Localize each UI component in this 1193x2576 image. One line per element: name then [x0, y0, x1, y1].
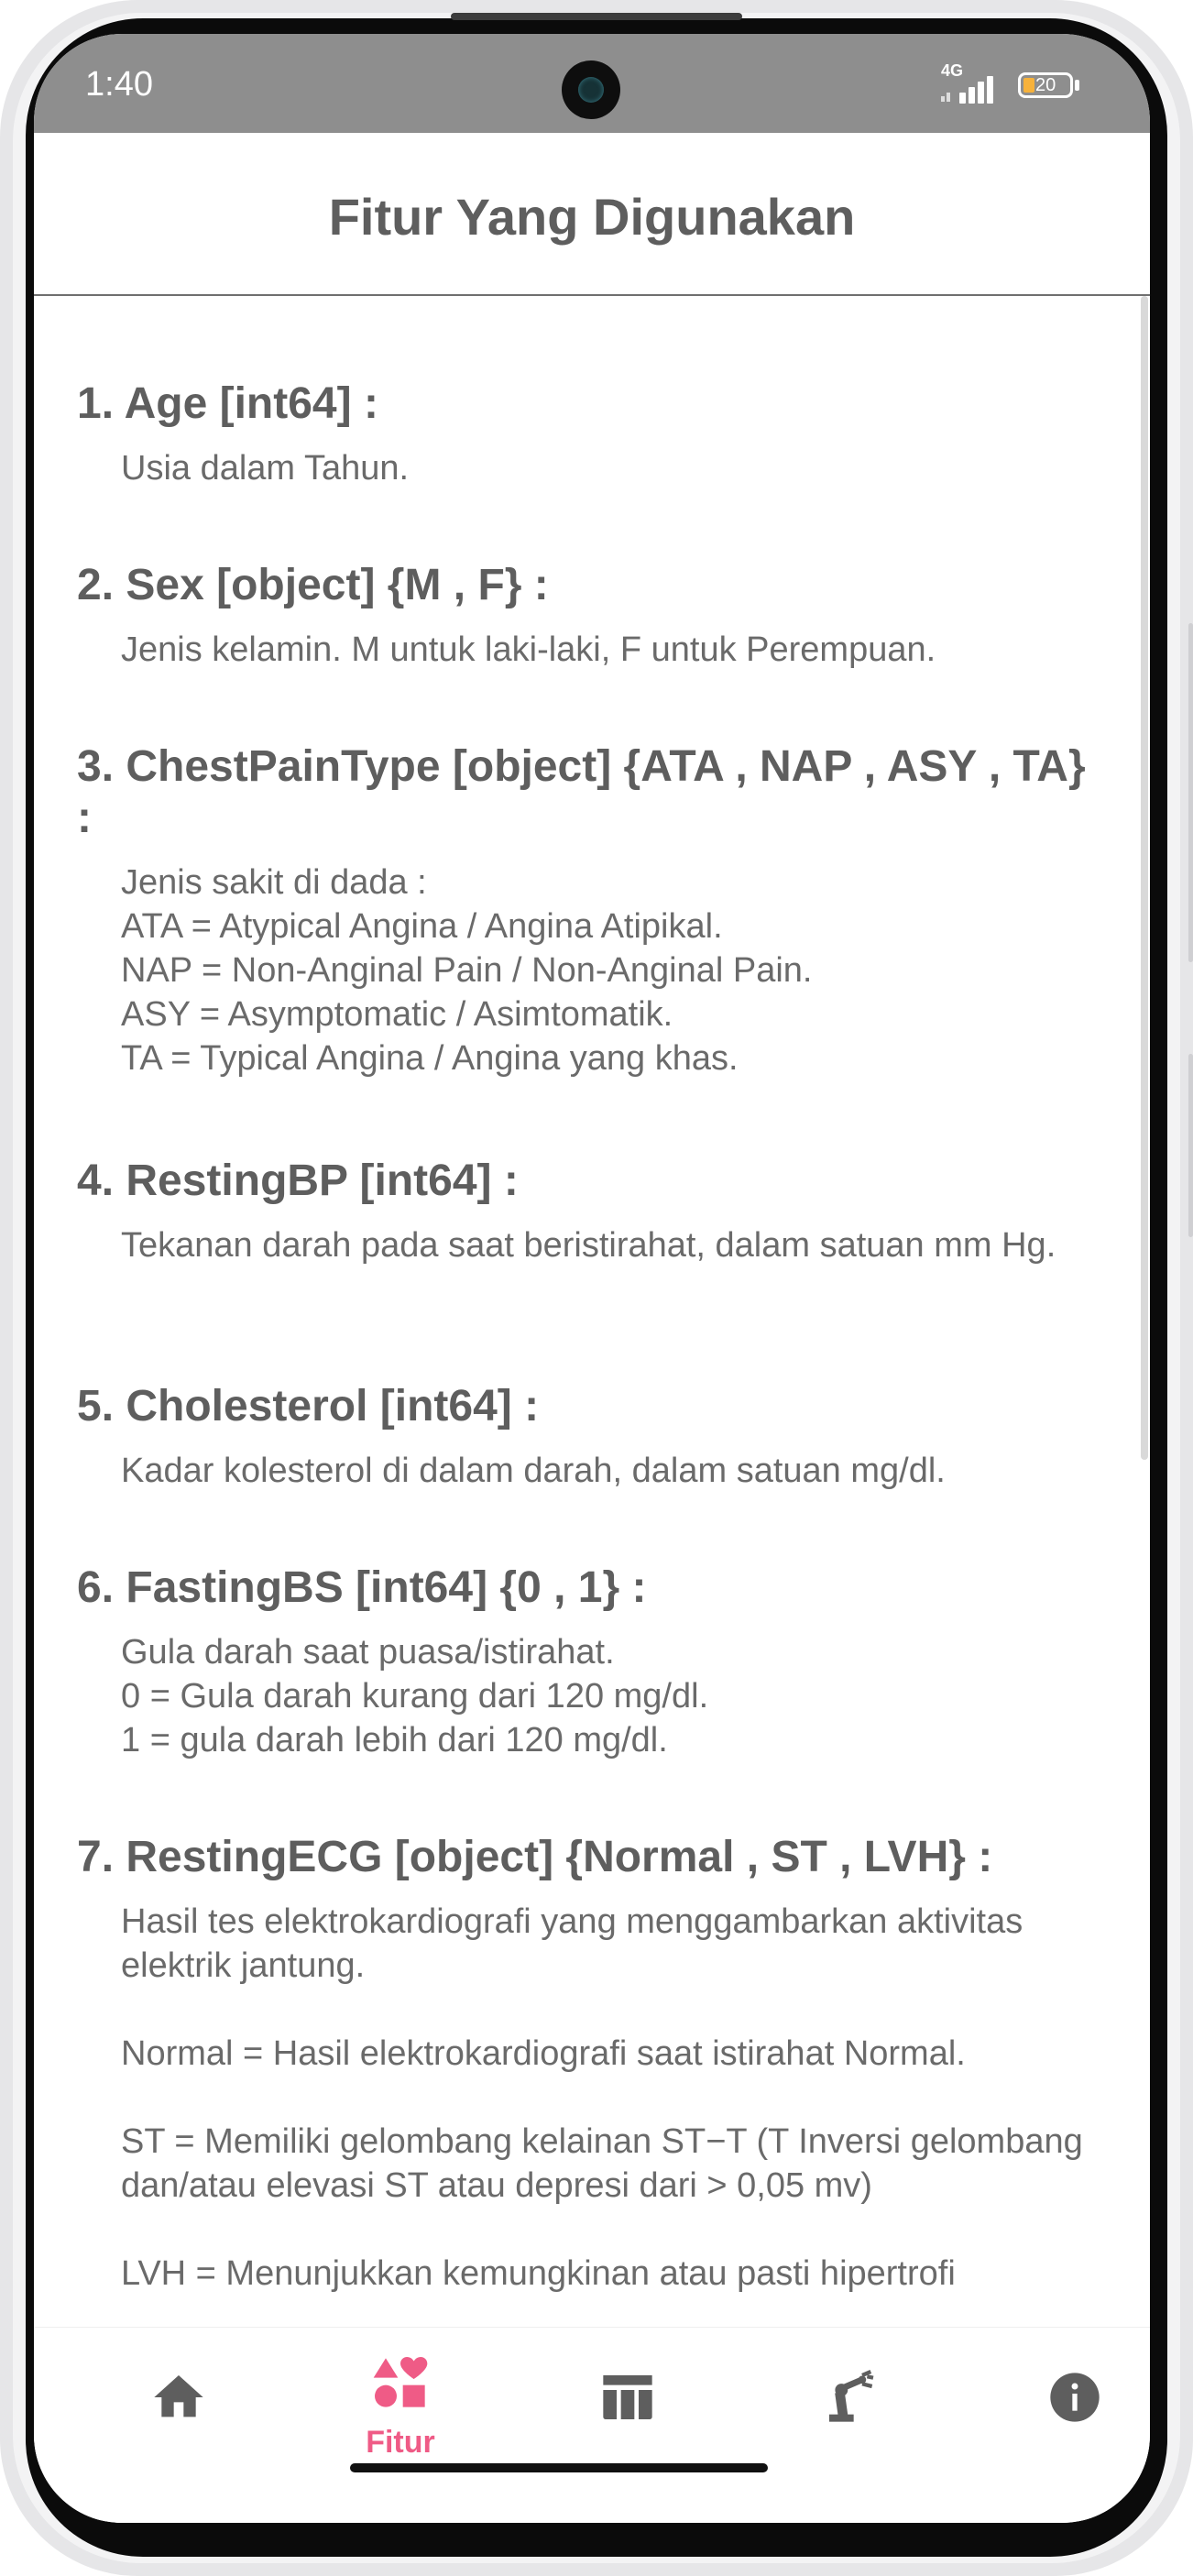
feature-title: 6. FastingBS [int64] {0 , 1} :	[77, 1563, 647, 1612]
feature-title: 5. Cholesterol [int64] :	[77, 1382, 540, 1431]
description-line: ASY = Asymptomatic / Asimtomatik.	[121, 995, 673, 1034]
description-line: Gula darah saat puasa/istirahat.	[121, 1633, 615, 1672]
signal-icon	[939, 72, 1003, 105]
feature-title: 1. Age [int64] :	[77, 379, 378, 428]
description-line: TA = Typical Angina / Angina yang khas.	[121, 1039, 739, 1078]
robot-arm-icon	[822, 2368, 881, 2427]
description-line: Jenis kelamin. M untuk laki-laki, F untuk Perempuan.	[121, 630, 936, 669]
feature-description	[77, 446, 1103, 490]
description-line: Kadar kolesterol di dalam darah, dalam satuan mg/dl.	[121, 1452, 946, 1490]
info-icon	[1045, 2368, 1104, 2427]
feature-item-restingbp	[77, 1156, 1103, 1267]
home-indicator[interactable]	[350, 2463, 768, 2472]
description-line: Usia dalam Tahun.	[121, 449, 410, 488]
description-line: 0 = Gula darah kurang dari 120 mg/dl.	[121, 1677, 709, 1716]
battery-icon	[1018, 72, 1073, 98]
screen	[34, 34, 1150, 2523]
description-line: NAP = Non-Anginal Pain / Non-Anginal Pain.	[121, 951, 813, 990]
feature-title: 2. Sex [object] {M , F} :	[77, 561, 549, 609]
feature-title: 3. ChestPainType [object] {ATA , NAP , ASY , TA} :	[77, 742, 1086, 842]
feature-item-cholesterol	[77, 1381, 1103, 1493]
app-header	[34, 133, 1150, 296]
nav-info[interactable]	[1001, 2328, 1148, 2465]
battery-level: 20	[1035, 75, 1056, 95]
feature-title: 7. RestingECG [object] {Normal , ST , LVH} :	[77, 1833, 993, 1881]
nav-fitur[interactable]	[327, 2328, 474, 2465]
feature-description	[77, 860, 1103, 1080]
feature-description	[77, 1900, 1103, 2296]
nav-home[interactable]	[105, 2328, 252, 2465]
shapes-icon	[371, 2353, 430, 2412]
scrollbar[interactable]	[1141, 296, 1148, 1460]
network-type: 4G	[941, 61, 964, 80]
description-line: Jenis sakit di dada :	[121, 863, 427, 902]
feature-item-age	[77, 378, 1103, 490]
feature-list[interactable]	[34, 296, 1150, 2327]
feature-description	[77, 628, 1103, 672]
home-icon	[149, 2368, 208, 2427]
description-line: ST = Memiliki gelombang kelainan ST−T (T Inversi gelombang dan/atau elevasi ST atau depresi dari > 0,05 mv)	[121, 2122, 1083, 2205]
feature-description	[77, 1449, 1103, 1493]
feature-description	[77, 1223, 1103, 1267]
nav-fitur-label: Fitur	[366, 2425, 435, 2460]
status-bar	[34, 34, 1150, 133]
description-line: Tekanan darah pada saat beristirahat, dalam satuan mm Hg.	[121, 1226, 1056, 1265]
phone-top-edge	[451, 13, 742, 20]
description-line: Hasil tes elektrokardiografi yang menggambarkan aktivitas elektrik jantung.	[121, 1902, 1023, 1985]
feature-title: 4. RestingBP [int64] :	[77, 1156, 519, 1205]
page-title: Fitur Yang Digunakan	[328, 188, 856, 246]
nav-table[interactable]	[554, 2328, 701, 2465]
table-icon	[598, 2368, 657, 2427]
feature-description	[77, 1630, 1103, 1762]
description-line: ATA = Atypical Angina / Angina Atipikal.	[121, 907, 723, 946]
description-line: 1 = gula darah lebih dari 120 mg/dl.	[121, 1721, 668, 1759]
feature-item-fastingbs	[77, 1562, 1103, 1762]
battery-cap	[1075, 80, 1079, 91]
power-button	[1188, 1054, 1193, 1237]
bottom-navigation	[34, 2327, 1150, 2523]
feature-item-sex	[77, 560, 1103, 672]
description-line: Normal = Hasil elektrokardiografi saat istirahat Normal.	[121, 2034, 966, 2073]
nav-predict[interactable]	[778, 2328, 925, 2465]
description-line: LVH = Menunjukkan kemungkinan atau pasti hipertrofi	[121, 2254, 956, 2293]
feature-item-restingecg	[77, 1832, 1103, 2296]
feature-item-chestpaintype	[77, 741, 1103, 1080]
volume-button	[1188, 623, 1193, 962]
status-time: 1:40	[85, 65, 153, 104]
front-camera	[562, 60, 620, 119]
